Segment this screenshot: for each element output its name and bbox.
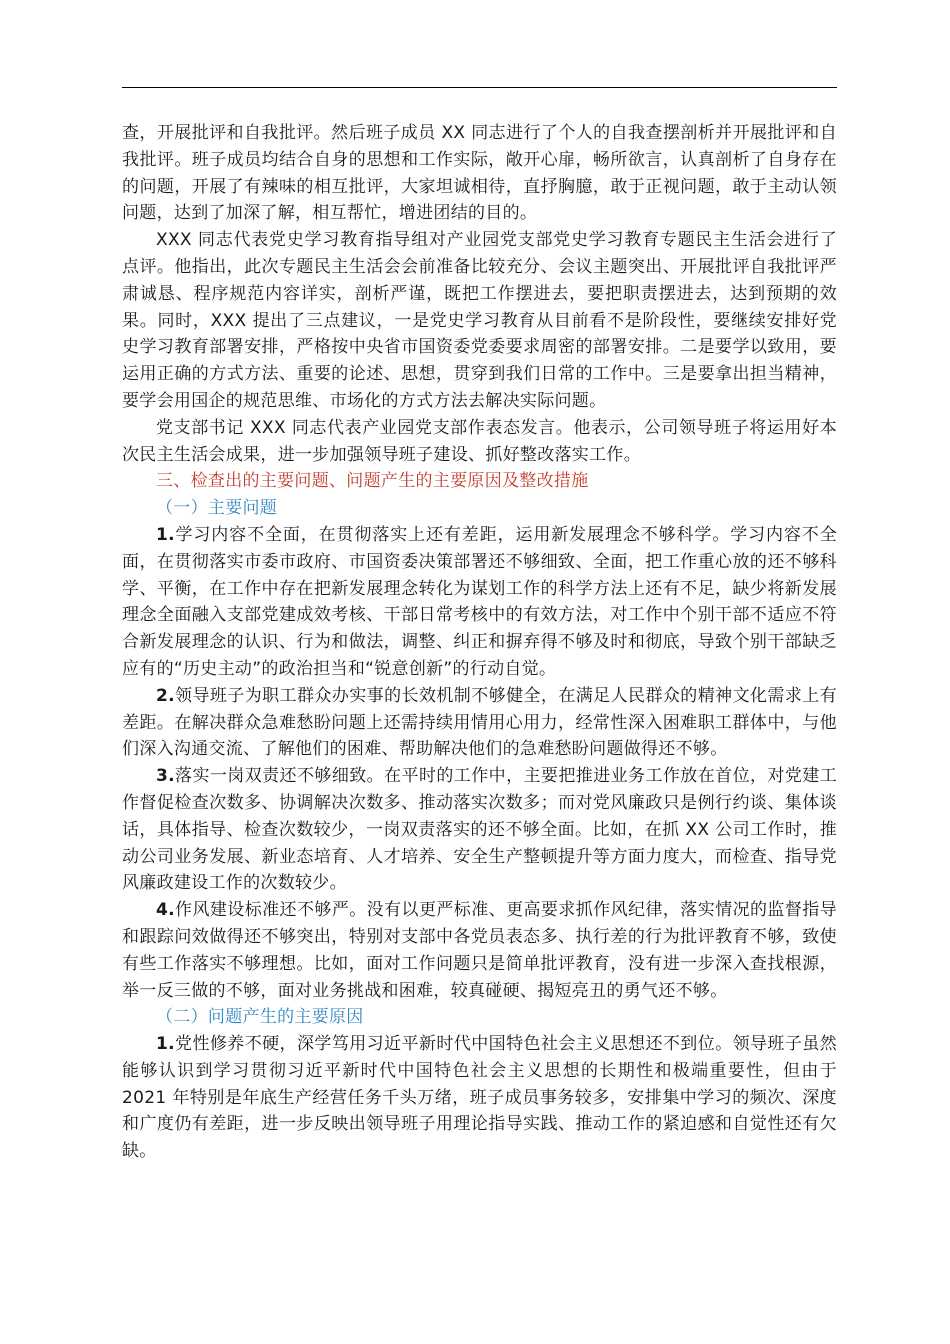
problem-number: 3. (156, 766, 175, 787)
problem-text: 作风建设标准还不够严。没有以更严标准、更高要求抓作风纪律，落实情况的监督指导和跟踪问效做得还不够突出，特别对支部中各党员表态多、执行差的行为批评教育不够，致使有些工作落实不够理想。比如，面对工作问题只是简单批评教育，没有进一步深入查找根源，举一反三做的不够，面对业务挑战和困难，较真碰硬、揭短亮丑的勇气还不够。 (122, 900, 837, 1001)
problem-number: 1. (156, 524, 175, 545)
cause-item-1 (122, 1031, 837, 1165)
problem-item-1 (122, 522, 837, 683)
paragraph-statement: 党支部书记 XXX 同志代表产业园党支部作表态发言。他表示，公司领导班子将运用好本次民主生活会成果，进一步加强领导班子建设、抓好整改落实工作。 (122, 417, 837, 465)
cause-text: 党性修养不硬，深学笃用习近平新时代中国特色社会主义思想还不到位。领导班子虽然能够认识到学习贯彻习近平新时代中国特色社会主义思想的长期性和极端重要性，但由于 2021 年特别是年底生产经营任务千头万绪，班子成员事务较多，安排集中学习的频次、深度和广度仍有差距，进一步反映出领导班子用理论指导实践、推动工作的紧迫感和自觉性还有欠缺。 (122, 1034, 837, 1162)
problem-number: 4. (156, 900, 175, 921)
problem-text: 学习内容不全面，在贯彻落实上还有差距，运用新发展理念不够科学。学习内容不全面，在贯彻落实市委市政府、市国资委决策部署还不够细致、全面，把工作重心放的还不够科学、平衡，在工作中存在把新发展理念转化为谋划工作的科学方法上还有不足，缺少将新发展理念全面融入支部党建成效考核、干部日常考核中的有效方法，对工作中个别干部不适应不符合新发展理念的认识、行为和做法，调整、纠正和摒弃得不够及时和彻底，导致个别干部缺乏应有的“历史主动”的政治担当和“锐意创新”的行动自觉。 (122, 524, 837, 679)
subheading-main-problems: （一）主要问题 (156, 498, 278, 519)
cause-number: 1. (156, 1034, 175, 1055)
section-heading-problems: 三、检查出的主要问题、问题产生的主要原因及整改措施 (156, 471, 589, 492)
paragraph-self-criticism: 查，开展批评和自我批评。然后班子成员 XX 同志进行了个人的自我查摆剖析并开展批评和自我批评。班子成员均结合自身的思想和工作实际，敞开心扉，畅所欲言，认真剖析了自身存在的问题，开展了有辣味的相互批评，大家坦诚相待，直抒胸臆，敢于正视问题，敢于主动认领问题，达到了加深了解，相互帮忙，增进团结的目的。 (122, 123, 837, 224)
paragraph-comment: XXX 同志代表党史学习教育指导组对产业园党支部党史学习教育专题民主生活会进行了点评。他指出，此次专题民主生活会会前准备比较充分、会议主题突出、开展批评自我批评严肃诚恳、程序规范内容详实，剖析严谨，既把工作摆进去，要把职责摆进去，达到预期的效果。同时，XXX 提出了三点建议，一是党史学习教育从目前看不是阶段性，要继续安排好党史学习教育部署安排，严格按中央省市国资委党委要求周密的部署安排。二是要学以致用，要运用正确的方式方法、重要的论述、思想，贯穿到我们日常的工作中。三是要拿出担当精神，要学会用国企的规范思维、市场化的方式方法去解决实际问题。 (122, 230, 837, 411)
problem-item-2 (122, 683, 837, 763)
problem-number: 2. (156, 685, 175, 706)
subheading-causes: （二）问题产生的主要原因 (156, 1007, 364, 1028)
document-body (122, 120, 837, 1165)
problem-text: 领导班子为职工群众办实事的长效机制不够健全，在满足人民群众的精神文化需求上有差距。在解决群众急难愁盼问题上还需持续用情用心用力，经常性深入困难职工群体中，与他们深入沟通交流、了解他们的困难、帮助解决他们的急难愁盼问题做得还不够。 (122, 685, 837, 760)
problem-item-4 (122, 897, 837, 1004)
header-rule (122, 87, 837, 88)
problem-text: 落实一岗双责还不够细致。在平时的工作中，主要把推进业务工作放在首位，对党建工作督促检查次数多、协调解决次数多、推动落实次数多；而对党风廉政只是例行约谈、集体谈话，具体指导、检查次数较少，一岗双责落实的还不够全面。比如，在抓 XX 公司工作时，推动公司业务发展、新业态培育、人才培养、安全生产整顿提升等方面力度大，而检查、指导党风廉政建设工作的次数较少。 (122, 766, 837, 894)
problem-item-3 (122, 763, 837, 897)
